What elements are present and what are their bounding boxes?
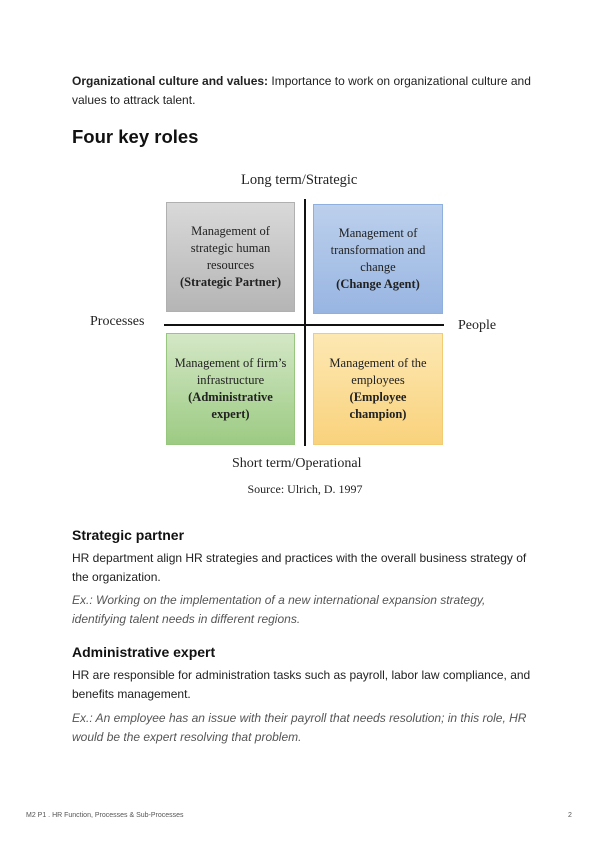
strategic-partner-heading: Strategic partner xyxy=(72,527,185,543)
quadrant-employee-champion xyxy=(313,333,443,445)
quadrant-text: Management of firm’s infrastructure xyxy=(174,356,287,387)
administrative-expert-body: HR are responsible for administration tasks such as payroll, labor law compliance, and benefits management. xyxy=(72,668,531,701)
administrative-expert-heading: Administrative expert xyxy=(72,644,216,660)
quadrant-strategic-partner xyxy=(166,202,295,312)
axis-top-label: Long term/Strategic xyxy=(241,172,358,188)
quadrant-role: (Administrative expert) xyxy=(188,390,273,421)
axis-left-label: Processes xyxy=(90,314,145,329)
strategic-partner-body: HR department align HR strategies and practices with the overall business strategy of the organization. xyxy=(72,551,527,584)
axis-right-label: People xyxy=(458,318,497,333)
footer-doc-title: M2 P1 . HR Function, Processes & Sub-Processes xyxy=(26,812,184,819)
strategic-partner-example: Ex.: Working on the implementation of a new international expansion strategy, identifying talent needs in different regions. xyxy=(72,593,486,626)
quadrant-role: (Change Agent) xyxy=(336,277,420,291)
quadrant-text: Management of transformation and change xyxy=(330,226,426,274)
diagram-source: Source: Ulrich, D. 1997 xyxy=(247,482,363,496)
quadrant-role: (Strategic Partner) xyxy=(180,275,281,289)
section-title: Four key roles xyxy=(72,126,199,147)
intro-paragraph xyxy=(72,72,532,110)
intro-text: Importance to work on organizational culture and values to attrack talent. xyxy=(72,74,531,107)
administrative-expert-example: Ex.: An employee has an issue with their payroll that needs resolution; in this role, HR would be the expert resolving that problem. xyxy=(72,711,527,744)
vertical-axis-line xyxy=(304,199,306,446)
footer-page-number: 2 xyxy=(568,812,572,819)
quadrant-change-agent xyxy=(313,204,443,314)
intro-bold-label: Organizational culture and values: xyxy=(72,74,269,88)
quadrant-role: (Employee champion) xyxy=(349,390,407,421)
quadrant-text: Management of strategic human resources xyxy=(190,224,271,272)
horizontal-axis-line xyxy=(164,324,444,326)
quadrant-administrative-expert xyxy=(166,333,295,445)
quadrant-text: Management of the employees xyxy=(329,356,427,387)
axis-bottom-label: Short term/Operational xyxy=(232,456,362,471)
